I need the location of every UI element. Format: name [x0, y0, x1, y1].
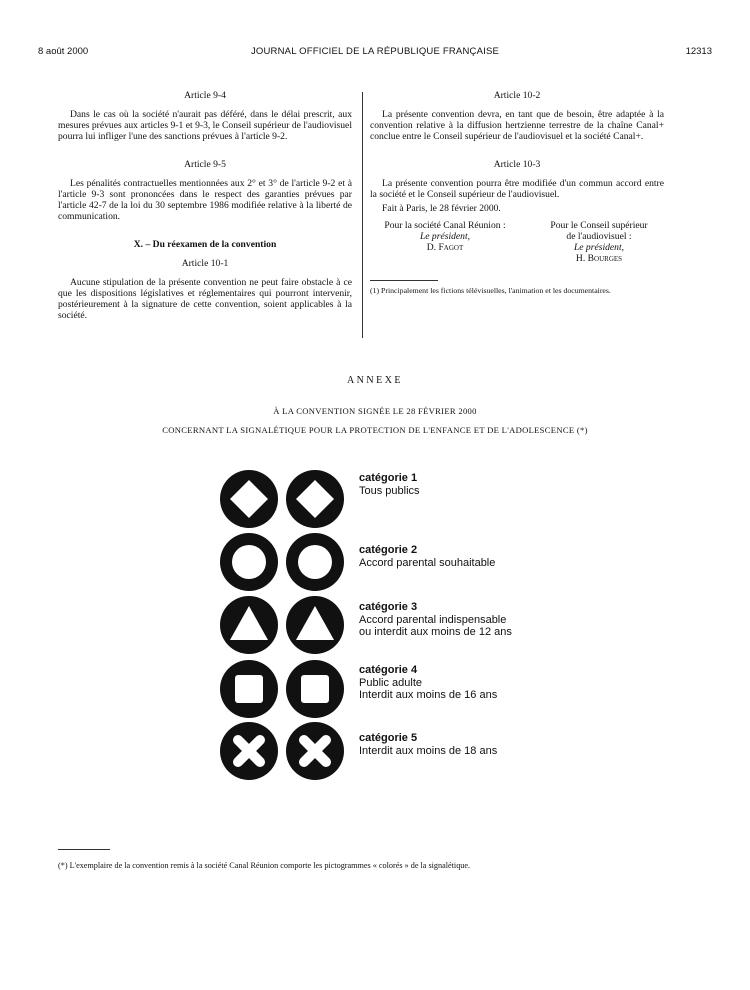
- signature-right-role: Le président,: [573, 242, 625, 253]
- header-page-number: 12313: [685, 46, 712, 57]
- signature-left-line1: Pour la société Canal Réunion :: [384, 220, 506, 231]
- category-3-name: catégorie 3: [359, 601, 418, 613]
- square-pictogram-icon: [220, 660, 278, 718]
- signature-canal-reunion: [370, 220, 520, 253]
- category-5-name: catégorie 5: [359, 732, 418, 744]
- diamond-pictogram-icon: [220, 470, 278, 528]
- article-10-2-title: Article 10-2: [493, 90, 541, 101]
- annexe-subtitle-1: À LA CONVENTION SIGNÉE LE 28 FÉVRIER 2000: [273, 406, 477, 416]
- circle-pictogram-icon: [220, 533, 278, 591]
- signature-left-name: D. Fagot: [426, 242, 464, 253]
- triangle-pictogram-icon: [286, 596, 344, 654]
- cross-pictogram-icon: [286, 722, 344, 780]
- category-5-row: [220, 722, 540, 782]
- article-9-4-text: Dans le cas où la société n'aurait pas déféré, dans le délai prescrit, aux mesures prévues aux articles 9-1 et 9-3, le Conseil supérieur de l'audiovisuel pourra lui infliger l'une des sanctions prévues à l'article 9-2.: [58, 109, 352, 142]
- section-x-title: X. – Du réexamen de la convention: [133, 239, 277, 250]
- bottom-footnote-rule: [58, 849, 110, 850]
- category-1-name: catégorie 1: [359, 472, 418, 484]
- bottom-footnote: (*) L'exemplaire de la convention remis à la société Canal Réunion comporte les pictogrammes « colorés » de la signalétique.: [58, 861, 471, 870]
- signatures: [370, 220, 664, 266]
- category-4-line-2: Interdit aux moins de 16 ans: [359, 689, 498, 701]
- category-3-line-1: Accord parental indispensable: [359, 613, 507, 626]
- article-10-1-text: Aucune stipulation de la présente convention ne peut faire obstacle à ce que les dispositions législatives et réglementaires qui pourront intervenir, postérieurement à la signature de cette convention, soient applicables à la société.: [58, 277, 352, 321]
- category-1-label: [359, 472, 420, 497]
- category-3-label: [359, 601, 512, 639]
- category-4-row: [220, 660, 540, 720]
- article-9-4-title: Article 9-4: [184, 90, 226, 101]
- category-4-name: catégorie 4: [359, 664, 418, 676]
- article-10-3-text: La présente convention pourra être modifiée d'un commun accord entre la société et le Conseil supérieur de l'audiovisuel.: [370, 178, 664, 200]
- triangle-pictogram-icon: [220, 596, 278, 654]
- column-divider: [362, 92, 363, 338]
- square-pictogram-icon: [286, 660, 344, 718]
- category-2-name: catégorie 2: [359, 544, 418, 556]
- article-9-5-text: Les pénalités contractuelles mentionnées aux 2° et 3° de l'article 9-2 et à l'article 9-3 sont prononcées dans le respect des garanties prévues par l'article 42-7 de la loi du 30 septembre 1986 modifiée relative à la liberté de communication.: [58, 178, 352, 222]
- article-10-3-title: Article 10-3: [493, 159, 541, 170]
- column-footnote: (1) Principalement les fictions télévisuelles, l'animation et les documentaires.: [370, 286, 611, 295]
- fait-a-paris: Fait à Paris, le 28 février 2000.: [382, 203, 501, 214]
- article-10-1-title: Article 10-1: [181, 258, 229, 269]
- annexe-title: ANNEXE: [346, 375, 404, 386]
- category-5-label: [359, 732, 497, 757]
- category-4-label: [359, 664, 497, 702]
- annexe-subtitle-2: CONCERNANT LA SIGNALÉTIQUE POUR LA PROTECTION DE L'ENFANCE ET DE L'ADOLESCENCE (*): [162, 425, 588, 435]
- signature-right-line1: Pour le Conseil supérieur: [550, 220, 648, 231]
- circle-pictogram-icon: [286, 533, 344, 591]
- category-3-line-2: ou interdit aux moins de 12 ans: [359, 626, 512, 638]
- category-2-line-1: Accord parental souhaitable: [359, 556, 496, 569]
- header-date: 8 août 2000: [38, 46, 89, 57]
- category-4-line-1: Public adulte: [359, 676, 422, 689]
- cross-pictogram-icon: [220, 722, 278, 780]
- category-1-row: [220, 470, 540, 530]
- right-column: [370, 90, 664, 296]
- signature-csa: [534, 220, 664, 264]
- page-header: [38, 46, 712, 60]
- signature-right-name: H. Bourges: [575, 253, 623, 264]
- category-3-row: [220, 596, 540, 656]
- signature-right-line2: de l'audiovisuel :: [566, 231, 632, 242]
- diamond-pictogram-icon: [286, 470, 344, 528]
- left-column: [58, 90, 352, 338]
- category-2-label: [359, 544, 495, 569]
- header-journal-title: JOURNAL OFFICIEL DE LA RÉPUBLIQUE FRANÇAISE: [250, 46, 500, 57]
- article-10-2-text: La présente convention devra, en tant que de besoin, être adaptée à la convention relative à la diffusion hertzienne terrestre de la chaîne Canal+ conclue entre le Conseil supérieur de l'audiovisuel et la société Canal+.: [370, 109, 664, 142]
- category-1-line-1: Tous publics: [359, 484, 420, 497]
- category-2-row: [220, 533, 540, 593]
- footnote-rule: [370, 280, 438, 281]
- signature-left-role: Le président,: [419, 231, 471, 242]
- article-9-5-title: Article 9-5: [184, 159, 226, 170]
- category-5-line-1: Interdit aux moins de 18 ans: [359, 744, 498, 757]
